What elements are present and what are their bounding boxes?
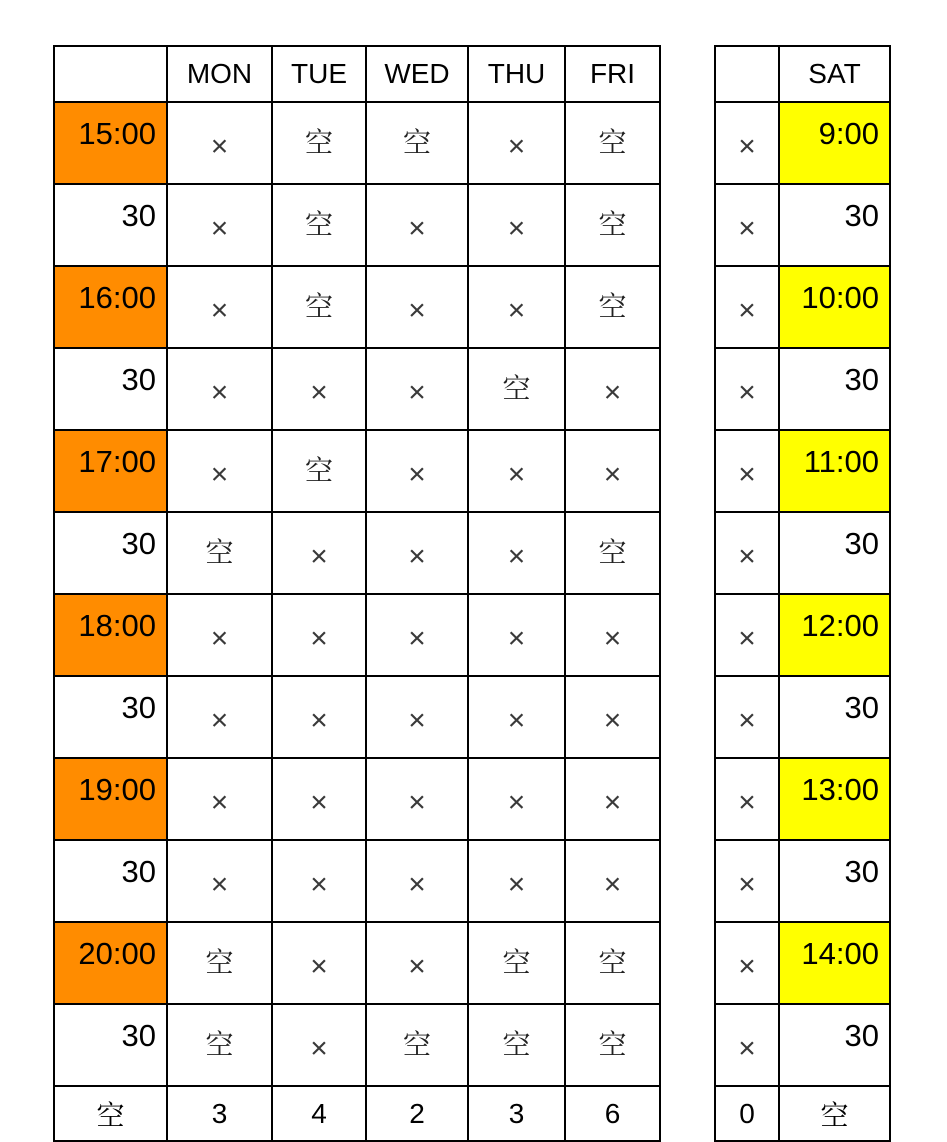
slot-status-wed: ×: [366, 512, 468, 594]
saturday-schedule-row: [715, 184, 890, 266]
saturday-schedule-body: [715, 102, 890, 1086]
slot-status-sat: ×: [715, 348, 779, 430]
saturday-time-slot-label: 13:00: [779, 758, 890, 840]
summary-count-fri: 6: [565, 1086, 660, 1141]
slot-status-tue: ×: [272, 922, 366, 1004]
day-header-wed: WED: [366, 46, 468, 102]
slot-status-tue: ×: [272, 758, 366, 840]
saturday-time-slot-label: 30: [779, 676, 890, 758]
slot-status-wed: ×: [366, 676, 468, 758]
slot-status-wed: ×: [366, 840, 468, 922]
slot-status-wed: ×: [366, 266, 468, 348]
schedule-row: [54, 758, 660, 840]
time-slot-label: 19:00: [54, 758, 167, 840]
schedule-row: [54, 266, 660, 348]
saturday-header-row: [715, 46, 890, 102]
weekday-schedule-body: [54, 102, 660, 1086]
slot-status-tue: 空: [272, 266, 366, 348]
slot-status-sat: ×: [715, 266, 779, 348]
weekday-schedule-table: [53, 45, 661, 1142]
slot-status-wed: ×: [366, 430, 468, 512]
slot-status-tue: 空: [272, 184, 366, 266]
slot-status-wed: ×: [366, 594, 468, 676]
day-header-mon: MON: [167, 46, 272, 102]
saturday-schedule-row: [715, 922, 890, 1004]
slot-status-thu: ×: [468, 676, 565, 758]
slot-status-fri: 空: [565, 1004, 660, 1086]
saturday-time-slot-label: 14:00: [779, 922, 890, 1004]
slot-status-thu: 空: [468, 1004, 565, 1086]
summary-count-sat: 0: [715, 1086, 779, 1141]
day-header-fri: FRI: [565, 46, 660, 102]
saturday-schedule-row: [715, 266, 890, 348]
time-slot-label: 15:00: [54, 102, 167, 184]
slot-status-mon: ×: [167, 758, 272, 840]
slot-status-fri: ×: [565, 676, 660, 758]
slot-status-sat: ×: [715, 840, 779, 922]
day-header-thu: THU: [468, 46, 565, 102]
slot-status-fri: 空: [565, 184, 660, 266]
slot-status-wed: ×: [366, 922, 468, 1004]
slot-status-sat: ×: [715, 430, 779, 512]
schedule-row: [54, 840, 660, 922]
slot-status-mon: ×: [167, 430, 272, 512]
slot-status-sat: ×: [715, 512, 779, 594]
saturday-schedule-row: [715, 512, 890, 594]
saturday-schedule-table: [714, 45, 891, 1142]
time-slot-label: 20:00: [54, 922, 167, 1004]
saturday-time-slot-label: 9:00: [779, 102, 890, 184]
time-slot-label: 16:00: [54, 266, 167, 348]
saturday-schedule-row: [715, 594, 890, 676]
slot-status-thu: 空: [468, 348, 565, 430]
saturday-schedule-row: [715, 102, 890, 184]
time-column-header: [54, 46, 167, 102]
slot-status-wed: ×: [366, 348, 468, 430]
slot-status-fri: ×: [565, 348, 660, 430]
time-slot-label: 30: [54, 840, 167, 922]
slot-status-wed: 空: [366, 1004, 468, 1086]
saturday-schedule-row: [715, 348, 890, 430]
slot-status-fri: 空: [565, 102, 660, 184]
slot-status-mon: 空: [167, 512, 272, 594]
summary-count-wed: 2: [366, 1086, 468, 1141]
time-slot-label: 30: [54, 1004, 167, 1086]
weekday-summary-row: [54, 1086, 660, 1141]
saturday-time-slot-label: 30: [779, 348, 890, 430]
schedule-row: [54, 512, 660, 594]
slot-status-fri: 空: [565, 512, 660, 594]
schedule-row: [54, 1004, 660, 1086]
saturday-time-slot-label: 30: [779, 1004, 890, 1086]
slot-status-tue: ×: [272, 1004, 366, 1086]
time-slot-label: 17:00: [54, 430, 167, 512]
summary-label: 空: [54, 1086, 167, 1141]
saturday-summary-row: [715, 1086, 890, 1141]
slot-status-sat: ×: [715, 676, 779, 758]
day-header-tue: TUE: [272, 46, 366, 102]
saturday-schedule-row: [715, 1004, 890, 1086]
schedule-row: [54, 184, 660, 266]
saturday-schedule-row: [715, 430, 890, 512]
slot-status-sat: ×: [715, 922, 779, 1004]
saturday-time-slot-label: 30: [779, 512, 890, 594]
slot-status-wed: ×: [366, 758, 468, 840]
slot-status-thu: ×: [468, 266, 565, 348]
slot-status-mon: ×: [167, 676, 272, 758]
slot-status-thu: ×: [468, 758, 565, 840]
summary-count-thu: 3: [468, 1086, 565, 1141]
slot-status-mon: ×: [167, 184, 272, 266]
time-slot-label: 30: [54, 512, 167, 594]
schedule-row: [54, 348, 660, 430]
slot-status-mon: 空: [167, 922, 272, 1004]
time-slot-label: 30: [54, 348, 167, 430]
time-slot-label: 18:00: [54, 594, 167, 676]
saturday-time-slot-label: 30: [779, 840, 890, 922]
slot-status-fri: ×: [565, 758, 660, 840]
slot-status-thu: ×: [468, 430, 565, 512]
slot-status-tue: ×: [272, 676, 366, 758]
saturday-schedule-row: [715, 758, 890, 840]
slot-status-wed: ×: [366, 184, 468, 266]
saturday-mark-column-header: [715, 46, 779, 102]
time-slot-label: 30: [54, 184, 167, 266]
slot-status-fri: ×: [565, 594, 660, 676]
summary-label-sat: 空: [779, 1086, 890, 1141]
slot-status-fri: ×: [565, 430, 660, 512]
slot-status-thu: ×: [468, 594, 565, 676]
saturday-schedule-row: [715, 676, 890, 758]
slot-status-fri: ×: [565, 840, 660, 922]
schedule-row: [54, 102, 660, 184]
saturday-schedule-row: [715, 840, 890, 922]
slot-status-thu: ×: [468, 102, 565, 184]
saturday-time-slot-label: 30: [779, 184, 890, 266]
slot-status-mon: ×: [167, 266, 272, 348]
slot-status-mon: 空: [167, 1004, 272, 1086]
slot-status-tue: ×: [272, 840, 366, 922]
slot-status-thu: ×: [468, 512, 565, 594]
schedule-row: [54, 676, 660, 758]
slot-status-tue: 空: [272, 102, 366, 184]
summary-count-mon: 3: [167, 1086, 272, 1141]
slot-status-tue: ×: [272, 512, 366, 594]
slot-status-sat: ×: [715, 1004, 779, 1086]
slot-status-fri: 空: [565, 922, 660, 1004]
slot-status-mon: ×: [167, 348, 272, 430]
slot-status-sat: ×: [715, 102, 779, 184]
slot-status-thu: ×: [468, 840, 565, 922]
schedule-row: [54, 922, 660, 1004]
day-header-sat: SAT: [779, 46, 890, 102]
slot-status-tue: ×: [272, 594, 366, 676]
slot-status-thu: 空: [468, 922, 565, 1004]
slot-status-sat: ×: [715, 758, 779, 840]
time-slot-label: 30: [54, 676, 167, 758]
slot-status-mon: ×: [167, 840, 272, 922]
slot-status-thu: ×: [468, 184, 565, 266]
schedule-row: [54, 430, 660, 512]
summary-count-tue: 4: [272, 1086, 366, 1141]
saturday-time-slot-label: 12:00: [779, 594, 890, 676]
slot-status-fri: 空: [565, 266, 660, 348]
schedule-row: [54, 594, 660, 676]
saturday-time-slot-label: 10:00: [779, 266, 890, 348]
weekday-header-row: [54, 46, 660, 102]
slot-status-sat: ×: [715, 594, 779, 676]
saturday-time-slot-label: 11:00: [779, 430, 890, 512]
slot-status-mon: ×: [167, 594, 272, 676]
slot-status-mon: ×: [167, 102, 272, 184]
slot-status-wed: 空: [366, 102, 468, 184]
slot-status-tue: 空: [272, 430, 366, 512]
slot-status-tue: ×: [272, 348, 366, 430]
slot-status-sat: ×: [715, 184, 779, 266]
